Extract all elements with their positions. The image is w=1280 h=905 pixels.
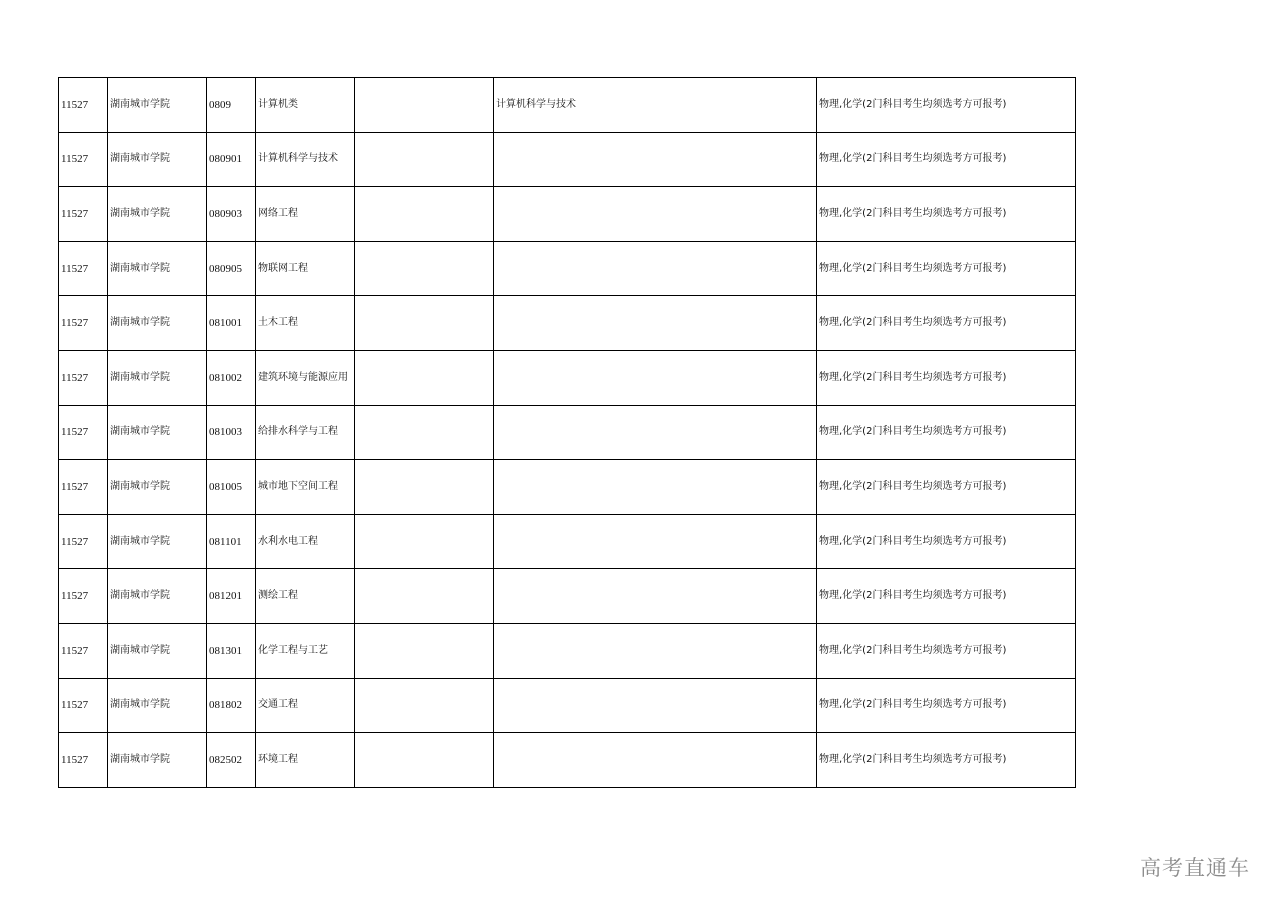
cell-major-code: 080901 xyxy=(207,132,256,187)
cell-school-name: 湖南城市学院 xyxy=(108,132,207,187)
watermark-text: 高考直通车 xyxy=(1140,856,1250,880)
cell-major-code: 081003 xyxy=(207,405,256,460)
cell-note xyxy=(355,405,494,460)
cell-major-name: 计算机科学与技术 xyxy=(256,132,355,187)
cell-subject-requirement: 物理,化学(2门科目考生均须选考方可报考) xyxy=(817,78,1076,133)
cell-major-name: 建筑环境与能源应用 xyxy=(256,350,355,405)
cell-major-name: 交通工程 xyxy=(256,678,355,733)
cell-major-code: 081101 xyxy=(207,514,256,569)
cell-major-name: 化学工程与工艺 xyxy=(256,623,355,678)
cell-subject-requirement: 物理,化学(2门科目考生均须选考方可报考) xyxy=(817,132,1076,187)
table-row xyxy=(59,569,1076,624)
cell-note xyxy=(355,678,494,733)
cell-major-code: 080905 xyxy=(207,241,256,296)
cell-included-majors xyxy=(494,132,817,187)
table-row xyxy=(59,514,1076,569)
cell-subject-requirement: 物理,化学(2门科目考生均须选考方可报考) xyxy=(817,241,1076,296)
table-row xyxy=(59,460,1076,515)
cell-major-code: 080903 xyxy=(207,187,256,242)
cell-school-name: 湖南城市学院 xyxy=(108,405,207,460)
cell-included-majors: 计算机科学与技术 xyxy=(494,78,817,133)
cell-note xyxy=(355,569,494,624)
table-row xyxy=(59,187,1076,242)
cell-school-code: 11527 xyxy=(59,187,108,242)
cell-subject-requirement: 物理,化学(2门科目考生均须选考方可报考) xyxy=(817,733,1076,788)
cell-included-majors xyxy=(494,623,817,678)
cell-school-name: 湖南城市学院 xyxy=(108,623,207,678)
cell-included-majors xyxy=(494,733,817,788)
cell-included-majors xyxy=(494,187,817,242)
cell-subject-requirement: 物理,化学(2门科目考生均须选考方可报考) xyxy=(817,350,1076,405)
cell-school-name: 湖南城市学院 xyxy=(108,350,207,405)
cell-included-majors xyxy=(494,350,817,405)
cell-included-majors xyxy=(494,405,817,460)
cell-major-name: 物联网工程 xyxy=(256,241,355,296)
cell-school-code: 11527 xyxy=(59,405,108,460)
cell-school-code: 11527 xyxy=(59,678,108,733)
cell-school-name: 湖南城市学院 xyxy=(108,678,207,733)
cell-included-majors xyxy=(494,514,817,569)
cell-major-name: 计算机类 xyxy=(256,78,355,133)
cell-major-code: 081301 xyxy=(207,623,256,678)
cell-major-code: 081802 xyxy=(207,678,256,733)
cell-school-code: 11527 xyxy=(59,514,108,569)
cell-school-name: 湖南城市学院 xyxy=(108,296,207,351)
cell-subject-requirement: 物理,化学(2门科目考生均须选考方可报考) xyxy=(817,296,1076,351)
cell-subject-requirement: 物理,化学(2门科目考生均须选考方可报考) xyxy=(817,514,1076,569)
cell-school-code: 11527 xyxy=(59,460,108,515)
cell-subject-requirement: 物理,化学(2门科目考生均须选考方可报考) xyxy=(817,460,1076,515)
cell-note xyxy=(355,460,494,515)
cell-major-name: 土木工程 xyxy=(256,296,355,351)
table-row xyxy=(59,733,1076,788)
table-row xyxy=(59,132,1076,187)
cell-included-majors xyxy=(494,678,817,733)
cell-school-name: 湖南城市学院 xyxy=(108,514,207,569)
cell-note xyxy=(355,350,494,405)
table-row xyxy=(59,241,1076,296)
cell-subject-requirement: 物理,化学(2门科目考生均须选考方可报考) xyxy=(817,405,1076,460)
table-row xyxy=(59,405,1076,460)
cell-subject-requirement: 物理,化学(2门科目考生均须选考方可报考) xyxy=(817,623,1076,678)
cell-major-code: 081002 xyxy=(207,350,256,405)
cell-school-code: 11527 xyxy=(59,78,108,133)
cell-included-majors xyxy=(494,569,817,624)
cell-major-name: 城市地下空间工程 xyxy=(256,460,355,515)
cell-school-name: 湖南城市学院 xyxy=(108,241,207,296)
cell-note xyxy=(355,296,494,351)
cell-major-name: 水利水电工程 xyxy=(256,514,355,569)
cell-major-name: 环境工程 xyxy=(256,733,355,788)
cell-note xyxy=(355,187,494,242)
cell-school-code: 11527 xyxy=(59,733,108,788)
cell-school-name: 湖南城市学院 xyxy=(108,187,207,242)
cell-major-code: 081005 xyxy=(207,460,256,515)
cell-note xyxy=(355,733,494,788)
cell-school-code: 11527 xyxy=(59,132,108,187)
cell-major-code: 082502 xyxy=(207,733,256,788)
cell-school-name: 湖南城市学院 xyxy=(108,460,207,515)
cell-note xyxy=(355,514,494,569)
table-body xyxy=(59,78,1076,788)
cell-school-name: 湖南城市学院 xyxy=(108,78,207,133)
cell-school-name: 湖南城市学院 xyxy=(108,569,207,624)
cell-subject-requirement: 物理,化学(2门科目考生均须选考方可报考) xyxy=(817,569,1076,624)
cell-school-code: 11527 xyxy=(59,623,108,678)
cell-major-code: 081001 xyxy=(207,296,256,351)
cell-included-majors xyxy=(494,296,817,351)
cell-major-name: 给排水科学与工程 xyxy=(256,405,355,460)
cell-included-majors xyxy=(494,241,817,296)
cell-major-name: 网络工程 xyxy=(256,187,355,242)
cell-note xyxy=(355,132,494,187)
cell-included-majors xyxy=(494,460,817,515)
table-row xyxy=(59,678,1076,733)
cell-major-code: 0809 xyxy=(207,78,256,133)
table-row xyxy=(59,296,1076,351)
cell-note xyxy=(355,623,494,678)
table-row xyxy=(59,623,1076,678)
cell-school-name: 湖南城市学院 xyxy=(108,733,207,788)
table-row xyxy=(59,78,1076,133)
cell-subject-requirement: 物理,化学(2门科目考生均须选考方可报考) xyxy=(817,187,1076,242)
cell-note xyxy=(355,78,494,133)
cell-major-name: 测绘工程 xyxy=(256,569,355,624)
requirements-table xyxy=(58,77,1076,788)
cell-school-code: 11527 xyxy=(59,569,108,624)
cell-school-code: 11527 xyxy=(59,296,108,351)
cell-school-code: 11527 xyxy=(59,241,108,296)
cell-note xyxy=(355,241,494,296)
cell-major-code: 081201 xyxy=(207,569,256,624)
table-row xyxy=(59,350,1076,405)
cell-subject-requirement: 物理,化学(2门科目考生均须选考方可报考) xyxy=(817,678,1076,733)
cell-school-code: 11527 xyxy=(59,350,108,405)
